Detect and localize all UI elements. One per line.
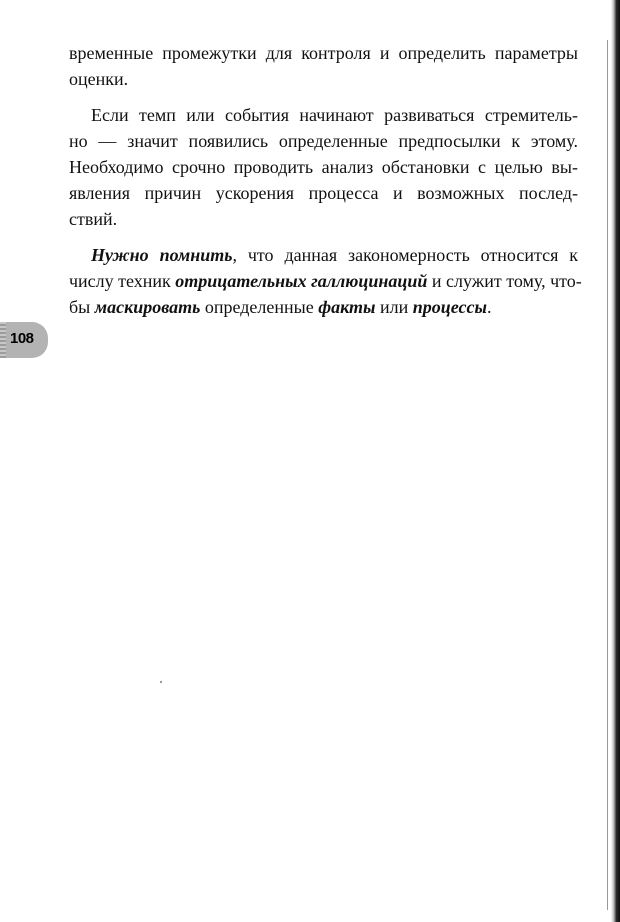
emphasis-text: отрицательных галлюцинаций [175,271,428,291]
paragraph-2 [69,102,578,232]
paragraph-3 [69,242,582,320]
text-line: Необходимо срочно проводить анализ обстановки с целью вы- [69,157,578,177]
page-edge-line [607,40,608,910]
page-number: 108 [10,330,34,347]
emphasis-text: процессы [412,297,487,317]
plain-text: числу техник [69,271,176,291]
plain-text: . [487,297,492,317]
text-line [69,242,578,268]
emphasis-text: маскировать [94,297,201,317]
text-line [69,294,578,320]
text-line [69,268,582,294]
plain-text: и служит тому, что- [427,271,582,291]
plain-text: или [375,297,413,317]
page-edge-shadow [611,0,620,922]
text-line: ствий. [69,209,118,229]
text-line: оценки. [69,69,129,89]
plain-text: , что данная закономерность относится к [232,245,579,265]
text-line: Если темп или события начинают развиваться стремитель- [91,105,578,125]
plain-text: бы [69,297,95,317]
paragraph-1 [69,40,578,92]
body-text [69,40,582,320]
scan-speck [160,681,162,683]
emphasis-text: Нужно помнить [91,245,233,265]
text-line: но — значит появились определенные предпосылки к этому. [69,131,578,151]
plain-text: определенные [200,297,319,317]
text-line: явления причин ускорения процесса и возможных послед- [69,183,578,203]
emphasis-text: факты [318,297,376,317]
text-line: временные промежутки для контроля и определить параметры [69,43,578,63]
page-number-tab [0,322,48,358]
